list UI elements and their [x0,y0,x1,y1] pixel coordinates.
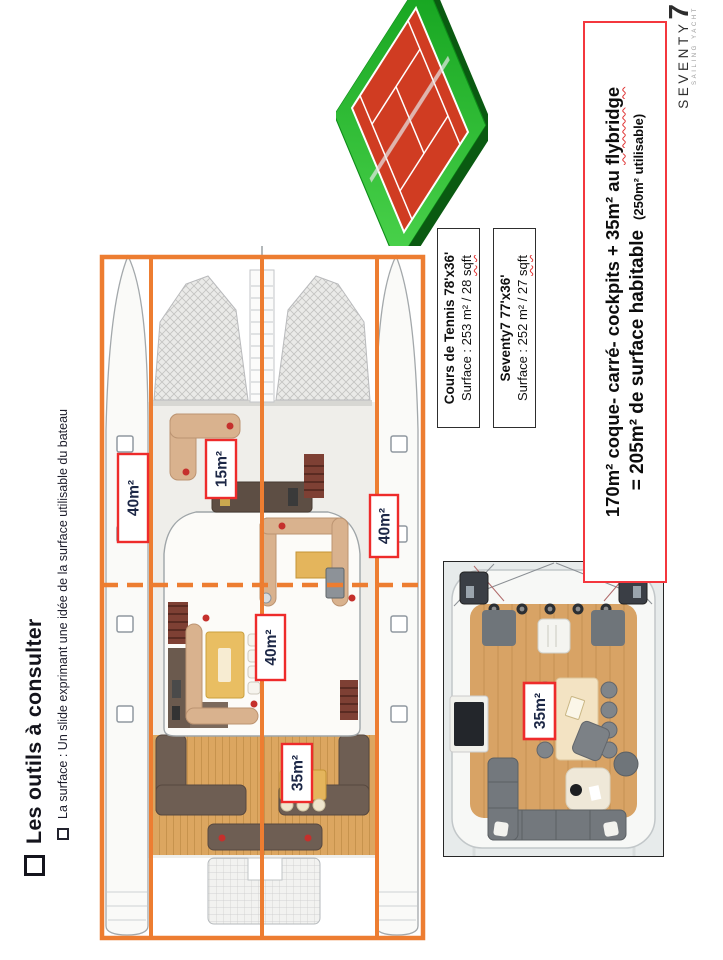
tennis-box-surface [459,231,474,425]
square-bullet-icon [24,855,45,876]
trampoline-bottom [276,276,370,400]
summary-line1-flybridge: flybridge [601,86,623,165]
area-label-salon [256,615,285,680]
pouf [614,752,638,776]
square-bullet-small-icon [57,828,69,840]
logo-seventy-text: SEVENTY [676,20,691,109]
slide-subtitle: La surface : Un slide exprimant une idée de la surface utilisable du bateau [56,409,70,819]
deck-plan-figure [90,240,435,950]
slide-title: Les outils à consulter [22,618,46,844]
bench-bottom [591,610,625,646]
tennis-surface-text: Surface : 253 m² / 28 [459,275,474,401]
svg-text:40m²: 40m² [263,629,280,666]
svg-text:35m²: 35m² [289,754,307,792]
bench-top [482,610,516,646]
seventy7-box-surface [515,231,530,425]
tennis-box-title: Cours de Tennis 78'x36' [442,251,457,405]
svg-text:40m²: 40m² [125,479,143,517]
flybridge-area-label [524,683,555,739]
summary-line1 [602,87,624,517]
summary-line1-text: 170m² coque- carré- cockpits + 35m² au [601,164,623,518]
logo-tagline: SAILING YACHT [692,6,698,85]
dark-hatch [454,702,484,746]
slide-title-row [22,619,47,876]
flybridge-render [444,562,663,856]
svg-text:35m²: 35m² [532,692,549,730]
trampoline-top [154,276,248,400]
logo-seven-digit: 7 [663,4,694,20]
liferaft-box [538,619,570,653]
seventy7-logo [663,4,698,132]
svg-text:15m²: 15m² [213,450,231,488]
flybridge-photo [443,561,664,857]
seventy7-dimensions-box [493,228,536,428]
seventy7-box-title: Seventy7 77'x36' [498,274,513,382]
tennis-court-image [336,0,488,246]
area-label-fwd-cockpit [206,440,236,498]
area-label-hull-bottom [370,495,398,557]
area-label-hull-top [118,454,148,542]
summary-line2 [627,114,649,491]
logo-wordmark [663,4,694,132]
area-label-aft-cockpit [282,744,312,802]
svg-text:40m²: 40m² [376,507,394,545]
seventy7-surface-unit: sqft [515,255,530,276]
surface-summary-box [583,21,667,583]
seventy7-surface-text: Surface : 252 m² / 27 [515,275,530,401]
tennis-surface-unit: sqft [459,255,474,276]
summary-line2-text: = 205m² de surface habitable [626,229,648,491]
tennis-dimensions-box [437,228,480,428]
summary-line2-paren: (250m² utilisable) [630,113,646,220]
slide-subtitle-row [56,409,70,840]
